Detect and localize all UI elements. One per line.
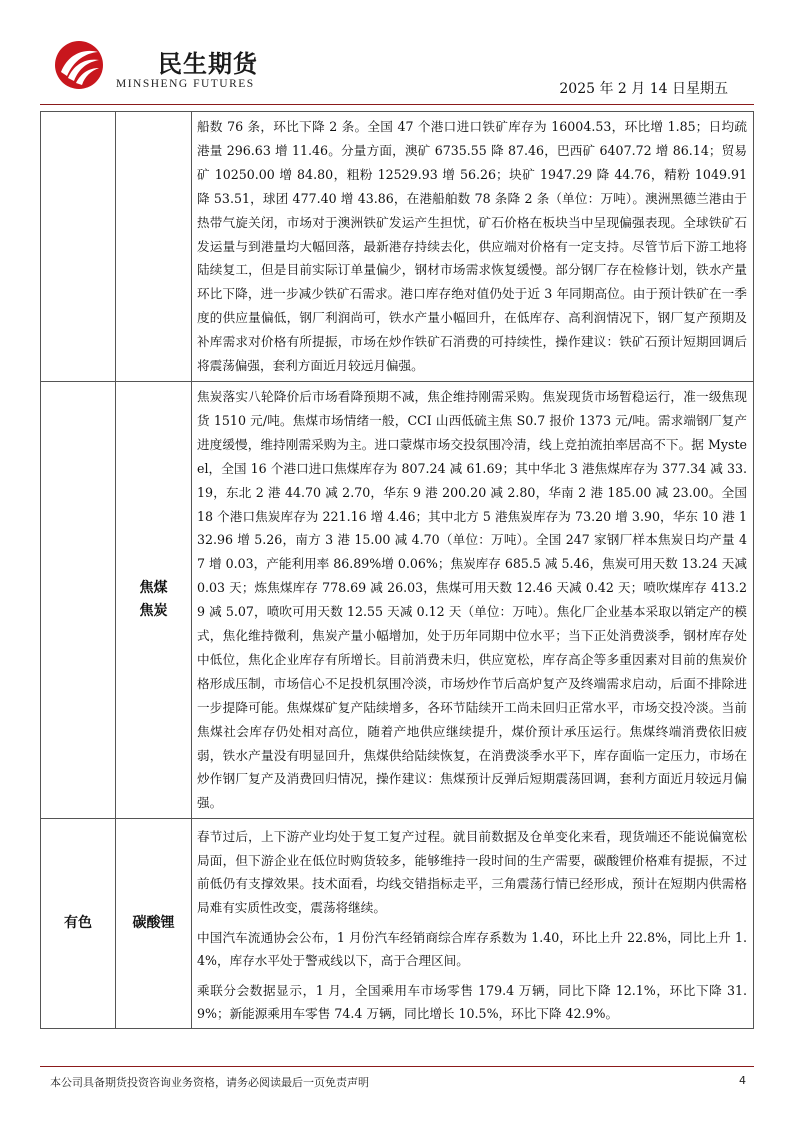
company-name-en: MINSHENG FUTURES bbox=[116, 78, 255, 90]
category-cell bbox=[41, 112, 116, 382]
commentary-cell bbox=[192, 381, 754, 818]
category-cell bbox=[41, 381, 116, 818]
table-row bbox=[41, 381, 754, 818]
page-header bbox=[40, 38, 754, 102]
commodity-table bbox=[40, 111, 754, 1029]
disclaimer-text: 本公司具备期货投资咨询业务资格，请务必阅读最后一页免责声明 bbox=[50, 1076, 369, 1089]
commentary-cell bbox=[192, 112, 754, 382]
table-row bbox=[41, 819, 754, 1029]
commentary-paragraph: 春节过后，上下游产业均处于复工复产过程。就目前数据及仓单变化来看，现货端还不能说偏宽松局面，但下游企业在低位时购货较多，能够维持一段时间的生产需要，碳酸锂价格难有提振，不过前低仍有支撑效果。技术面看，均线交错指标走平，三角震荡行情已经形成，预计在短期内供需格局难有实质性改变，震荡将继续。 bbox=[197, 829, 747, 916]
company-name-cn: 民生期货 bbox=[158, 50, 258, 78]
header-divider bbox=[40, 104, 754, 105]
table-row bbox=[41, 112, 754, 382]
page-number: 4 bbox=[739, 1074, 746, 1087]
subcategory-cell bbox=[116, 112, 192, 382]
report-date: 2025 年 2 月 14 日星期五 bbox=[559, 81, 728, 97]
commentary-paragraph: 船数 76 条，环比下降 2 条。全国 47 个港口进口铁矿库存为 16004.53，环比增 1.85；日均疏港量 296.63 增 11.46。分量方面，澳矿 6735.55 降 87.46，巴西矿 6407.72 增 86.14；贸易矿 10250.00 增 84.80，粗粉 12529.93 增 56.26；块矿 1947.29 降 44.76，精粉 1049.91 降 53.51，球团 477.40 增 43.86，在港船舶数 78 条降 2 条（单位：万吨）。澳洲黑德兰港由于热带气旋关闭，市场对于澳洲铁矿发运产生担忧，矿石价格在板块当中呈现偏强表现。全球铁矿石发运量与到港量均大幅回落，最新港存持续去化，供应端对价格有一定支持。尽管节后下游工地将陆续复工，但是目前实际订单量偏少，钢材市场需求恢复缓慢。部分钢厂存在检修计划，铁水产量环比下降，进一步减少铁矿石需求。港口库存绝对值仍处于近 3 年同期高位。由于预计铁矿在一季度的供应量偏低，钢厂利润尚可，铁水产量小幅回升，在低库存、高利润情况下，钢厂复产预期及补库需求对价格有所提振，市场在炒作铁矿石消费的可持续性，操作建议：铁矿石预计短期回调后将震荡偏强，套利方面近月较远月偏强。 bbox=[197, 119, 747, 374]
subcategory-cell: 焦煤 焦炭 bbox=[116, 381, 192, 818]
footer-divider bbox=[40, 1066, 754, 1067]
subcategory-cell: 碳酸锂 bbox=[116, 819, 192, 1029]
commentary-paragraph: 乘联分会数据显示，1 月，全国乘用车市场零售 179.4 万辆，同比下降 12.1%，环比下降 31.9%；新能源乘用车零售 74.4 万辆，同比增长 10.5%，环比下降 42.9%。 bbox=[197, 982, 747, 1022]
category-cell: 有色 bbox=[41, 819, 116, 1029]
commentary-paragraph: 中国汽车流通协会公布，1 月份汽车经销商综合库存系数为 1.40，环比上升 22.8%，同比上升 1.4%，库存水平处于警戒线以下，高于合理区间。 bbox=[197, 929, 747, 969]
commentary-cell bbox=[192, 819, 754, 1029]
minsheng-logo-icon bbox=[54, 40, 104, 90]
commentary-paragraph: 焦炭落实八轮降价后市场看降预期不减，焦企维持刚需采购。焦炭现货市场暂稳运行，准一级焦现货 1510 元/吨。焦煤市场情绪一般，CCI 山西低硫主焦 S0.7 报价 1373 元/吨。需求端钢厂复产进度缓慢，维持刚需采购为主。进口蒙煤市场交投氛围冷清，线上竞拍流拍率居高不下。据 Mysteel，全国 16 个港口进口焦煤库存为 807.24 减 61.69；其中华北 3 港焦煤库存为 377.34 减 33.19，东北 2 港 44.70 减 2.70，华东 9 港 200.20 减 2.80，华南 2 港 185.00 减 23.00。全国 18 个港口焦炭库存为 221.16 增 4.46；其中北方 5 港焦炭库存为 73.20 增 3.90，华东 10 港 132.96 增 5.26，南方 3 港 15.00 减 4.70（单位：万吨）。全国 247 家钢厂样本焦炭日均产量 47 增 0.03，产能利用率 86.89%增 0.06%；焦炭库存 685.5 减 5.46，焦炭可用天数 13.24 天减 0.03 天；炼焦煤库存 778.69 减 26.03，焦煤可用天数 12.46 天减 0.42 天；喷吹煤库存 413.29 减 5.07，喷吹可用天数 12.55 天减 0.12 天（单位：万吨）。焦化厂企业基本采取以销定产的模式，焦化维持微利，焦炭产量小幅增加，处于历年同期中位水平；当下正处消费淡季，钢材库存处中低位，焦化企业库存有所增长。目前消费未归，供应宽松，库存高企等多重因素对目前的焦炭价格形成压制，市场信心不足投机氛围冷淡，市场炒作节后高炉复产及终端需求启动，后面不排除进一步提降可能。焦煤煤矿复产陆续增多，各环节陆续开工尚未回归正常水平，市场交投冷淡。当前焦煤社会库存仍处相对高位，随着产地供应继续提升，煤价预计承压运行。焦煤终端消费依旧疲弱，铁水产量没有明显回升，焦煤供给陆续恢复，在消费淡季水平下，库存面临一定压力，市场在炒作钢厂复产及消费回归情况，操作建议：焦煤预计反弹后短期震荡回调，套利方面近月较远月偏强。 bbox=[197, 388, 747, 811]
